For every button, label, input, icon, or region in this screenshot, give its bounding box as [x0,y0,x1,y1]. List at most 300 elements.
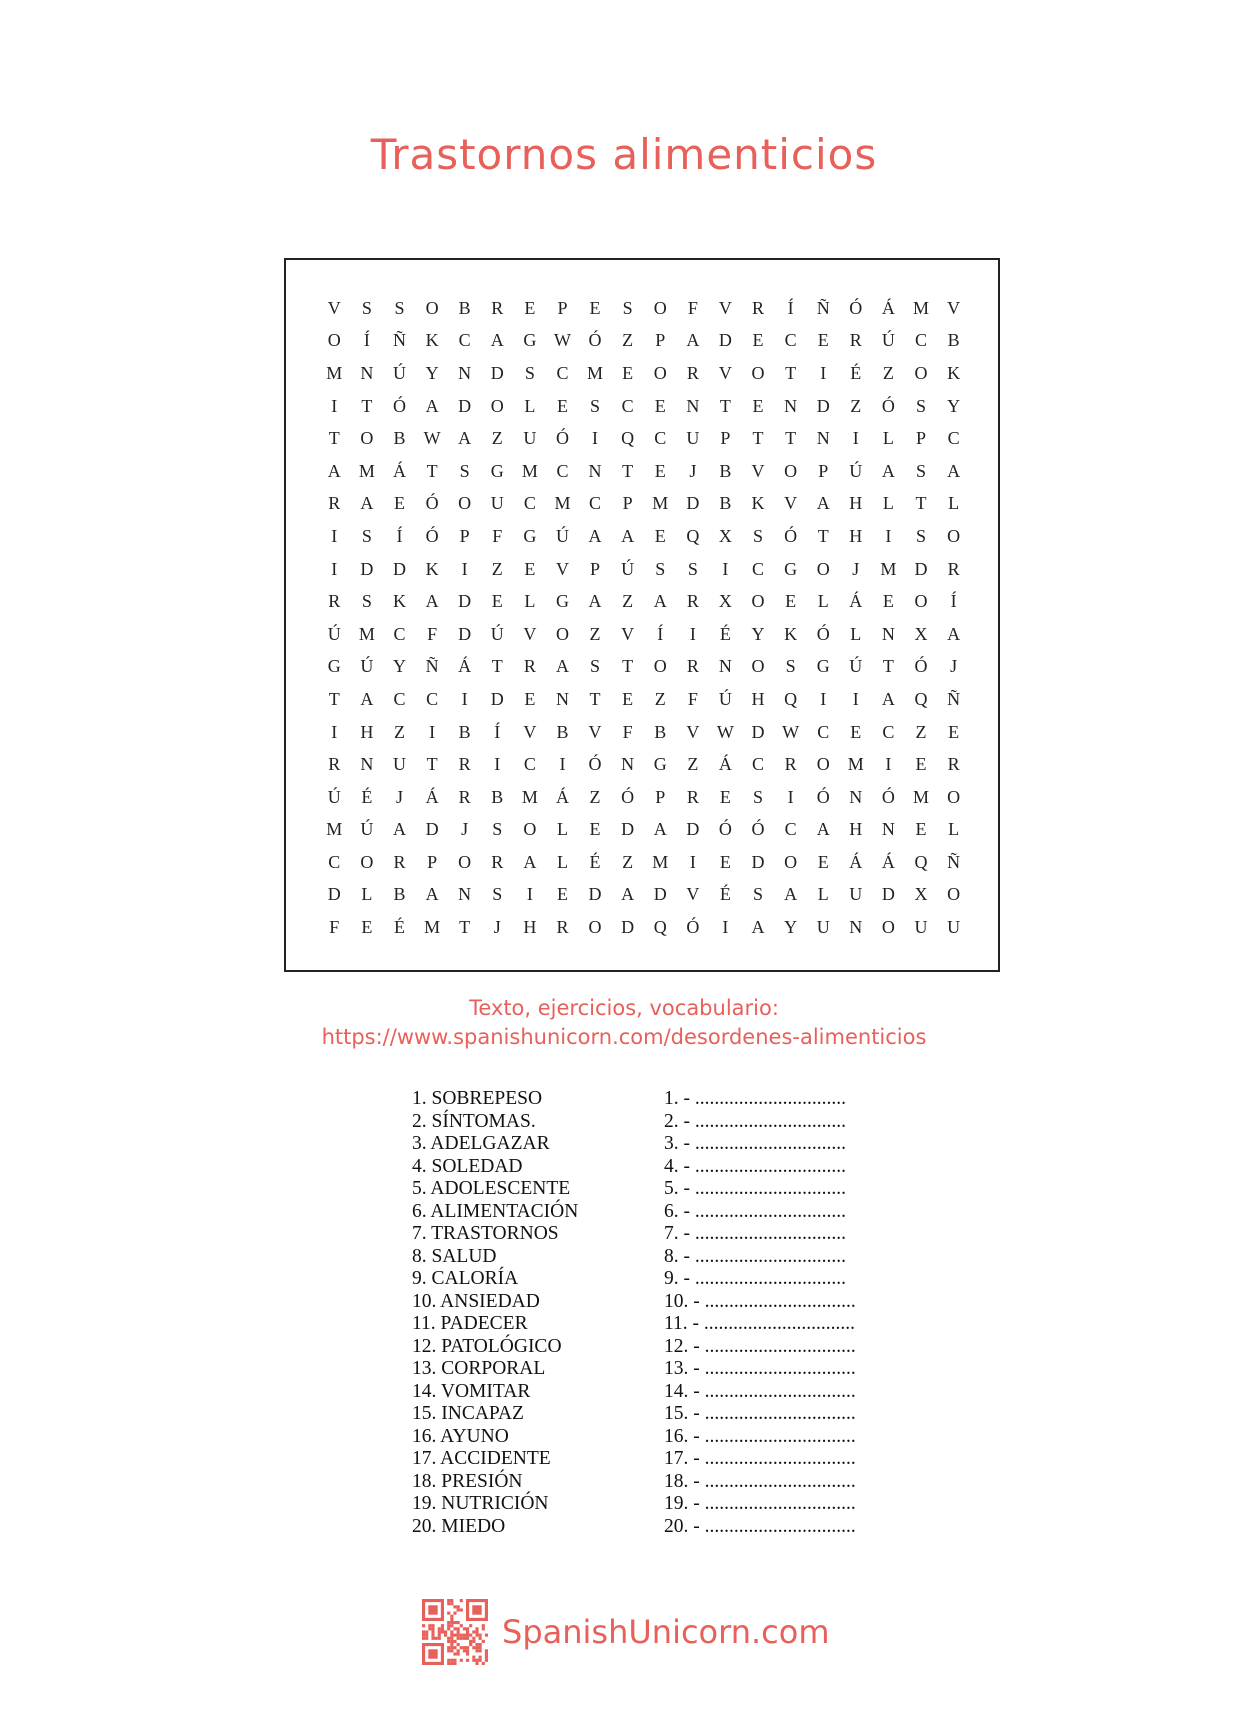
grid-letter: Z [882,362,894,383]
grid-letter: Ó [555,428,569,449]
grid-letter: Á [849,591,863,612]
grid-letter: Ó [849,297,863,318]
grid-letter: E [622,688,634,709]
grid-letter: I [722,917,729,938]
grid-letter: M [554,493,571,514]
grid-letter: F [492,525,503,546]
grid-letter: Í [494,721,501,742]
grid-letter: É [850,362,862,383]
grid-letter: V [947,297,961,318]
grid-letter: Á [849,851,863,872]
grid-letter: B [491,786,504,807]
grid-letter: T [361,395,373,416]
grid-letter: Z [393,721,405,742]
grid-letter: S [753,786,764,807]
grid-letter: E [589,819,601,840]
grid-letter: D [588,884,602,905]
grid-letter: N [849,786,863,807]
grid-letter: Z [589,786,601,807]
grid-letter: C [393,688,406,709]
answer-line: 10. - ............................... [664,1290,856,1312]
grid-letter: E [654,395,666,416]
grid-letter: E [719,851,731,872]
grid-letter: F [427,623,438,644]
grid-letter: É [589,851,601,872]
grid-letter: N [849,917,863,938]
grid-letter: W [553,330,571,351]
grid-letter: A [784,884,798,905]
grid-letter: B [719,460,732,481]
grid-letter: E [491,591,503,612]
grid-letter: T [719,395,731,416]
grid-letter: Í [363,330,370,351]
grid-letter: M [521,786,538,807]
grid-letter: C [817,721,830,742]
grid-letter: Ó [588,754,602,775]
grid-letter: B [393,884,406,905]
grid-letter: M [652,851,669,872]
grid-letter: Ñ [947,688,961,709]
grid-letter: Z [491,558,503,579]
grid-letter: H [849,819,863,840]
grid-letter: R [328,754,341,775]
answer-line: 13. - ............................... [664,1358,856,1379]
grid-letter: L [556,851,568,872]
grid-letter: O [653,656,667,677]
grid-letter: R [393,851,406,872]
grid-letter: P [818,460,829,481]
grid-letter: O [555,623,569,644]
grid-letter: Ó [686,917,700,938]
grid-letter: Á [718,754,732,775]
grid-letter: A [947,623,961,644]
grid-letter: Z [589,623,601,644]
grid-letter: E [524,297,536,318]
grid-letter: D [392,558,406,579]
grid-letter: T [752,428,764,449]
grid-letter: S [655,558,666,579]
grid-letter: D [425,819,439,840]
grid-letter: G [523,330,537,351]
grid-letter: C [882,721,895,742]
grid-letter: O [653,362,667,383]
grid-letter: B [393,428,406,449]
grid-letter: O [523,819,537,840]
grid-letter: R [784,754,797,775]
grid-letter: L [361,884,373,905]
answer-line: 19. - ............................... [664,1493,856,1514]
grid-letter: O [458,493,472,514]
grid-letter: I [494,754,501,775]
grid-letter: R [328,591,341,612]
grid-letter: Z [915,721,927,742]
grid-letter: D [458,623,472,644]
grid-letter: N [816,428,830,449]
grid-letter: O [360,851,374,872]
grid-letter: Ú [360,819,374,840]
grid-letter: O [490,395,504,416]
grid-letter: L [948,493,960,514]
word-list-item: 16. AYUNO [412,1425,509,1447]
grid-letter: S [459,460,470,481]
grid-letter: J [852,558,860,579]
grid-letter: Á [555,786,569,807]
grid-letter: É [361,786,373,807]
grid-letter: Q [686,525,700,546]
grid-letter: D [621,819,635,840]
grid-letter: E [524,558,536,579]
grid-letter: T [817,525,829,546]
grid-letter: U [490,493,504,514]
grid-letter: I [331,721,338,742]
grid-letter: P [590,558,601,579]
brand-link[interactable]: SpanishUnicorn.com [502,1613,830,1651]
grid-letter: Ú [849,460,863,481]
grid-letter: U [914,917,928,938]
grid-letter: A [653,819,667,840]
word-search-frame [284,258,1000,972]
word-list-item: 9. CALORÍA [412,1268,519,1289]
grid-letter: G [816,656,830,677]
grid-letter: B [719,493,732,514]
grid-letter: A [881,460,895,481]
grid-letter: D [621,917,635,938]
grid-letter: X [718,525,732,546]
grid-letter: T [882,656,894,677]
grid-letter: A [947,460,961,481]
grid-letter: N [686,395,700,416]
grid-letter: P [459,525,470,546]
grid-letter: Í [787,297,794,318]
grid-letter: M [326,362,343,383]
grid-letter: Ó [881,786,895,807]
grid-letter: E [556,884,568,905]
word-list-item: 20. MIEDO [412,1515,506,1537]
answer-line: 5. - ............................... [664,1178,846,1199]
grid-letter: T [589,688,601,709]
grid-letter: V [621,623,635,644]
grid-letter: S [394,297,405,318]
grid-letter: E [556,395,568,416]
grid-letter: Ñ [816,297,830,318]
grid-letter: H [751,688,765,709]
grid-letter: U [947,917,961,938]
grid-letter: D [490,362,504,383]
word-list-item: 1. SOBREPESO [412,1088,543,1109]
grid-letter: A [588,525,602,546]
grid-letter: I [461,558,468,579]
grid-letter: N [881,819,895,840]
answer-line: 4. - ............................... [664,1155,846,1177]
grid-letter: S [915,525,926,546]
grid-letter: E [524,688,536,709]
grid-letter: D [490,688,504,709]
grid-letter: E [589,297,601,318]
answer-line: 14. - ............................... [664,1380,856,1402]
grid-letter: R [556,917,569,938]
grid-letter: A [653,591,667,612]
word-list-item: 2. SÍNTOMAS. [412,1110,536,1132]
grid-letter: Ó [392,395,406,416]
grid-letter: G [653,754,667,775]
grid-letter: C [458,330,471,351]
grid-letter: Ú [360,656,374,677]
grid-letter: Z [687,754,699,775]
grid-letter: U [523,428,537,449]
grid-letter: L [850,623,862,644]
word-search-grid [318,292,962,944]
grid-letter: A [588,591,602,612]
grid-letter: S [785,656,796,677]
grid-letter: T [915,493,927,514]
word-list-item: 6. ALIMENTACIÓN [412,1200,579,1222]
grid-letter: A [392,819,406,840]
grid-letter: G [523,525,537,546]
grid-letter: R [328,493,341,514]
grid-letter: Q [621,428,635,449]
grid-letter: V [686,884,700,905]
grid-letter: C [784,819,797,840]
grid-letter: O [881,917,895,938]
grid-letter: B [458,721,471,742]
grid-letter: N [458,884,472,905]
grid-letter: T [426,754,438,775]
grid-letter: E [850,721,862,742]
grid-letter: C [523,754,536,775]
grid-letter: D [914,558,928,579]
grid-letter: U [816,917,830,938]
grid-letter: L [817,884,829,905]
grid-letter: Q [784,688,798,709]
grid-letter: T [622,656,634,677]
grid-letter: R [491,851,504,872]
grid-letter: Ó [718,819,732,840]
answer-line: 11. - ............................... [664,1313,856,1334]
grid-letter: N [555,688,569,709]
grid-letter: I [689,851,696,872]
grid-letter: A [621,884,635,905]
grid-letter: N [360,754,374,775]
grid-letter: P [720,428,731,449]
grid-letter: D [751,851,765,872]
grid-letter: W [716,721,734,742]
answer-line: 6. - ............................... [664,1200,846,1222]
grid-letter: T [622,460,634,481]
grid-letter: D [458,395,472,416]
grid-letter: G [555,591,569,612]
grid-letter: C [654,428,667,449]
grid-letter: Í [657,623,664,644]
grid-letter: L [556,819,568,840]
grid-letter: L [524,591,536,612]
grid-letter: V [523,623,537,644]
grid-letter: V [784,493,798,514]
grid-letter: E [654,525,666,546]
grid-letter: N [588,460,602,481]
grid-letter: O [751,362,765,383]
grid-letter: D [458,591,472,612]
grid-letter: E [622,362,634,383]
footer [422,1598,830,1666]
grid-letter: H [849,493,863,514]
grid-letter: Ó [881,395,895,416]
grid-letter: I [331,525,338,546]
grid-letter: M [912,297,929,318]
grid-letter: E [817,330,829,351]
grid-letter: A [751,917,765,938]
page-title: Trastornos alimenticios [370,130,878,179]
grid-letter: C [784,330,797,351]
grid-letter: A [816,493,830,514]
answer-line: 20. - ............................... [664,1515,856,1537]
grid-letter: C [556,362,569,383]
grid-letter: E [882,591,894,612]
grid-letter: O [360,428,374,449]
grid-letter: H [849,525,863,546]
grid-letter: D [686,819,700,840]
grid-letter: C [393,623,406,644]
grid-letter: J [461,819,469,840]
grid-letter: F [329,917,340,938]
answer-line: 17. - ............................... [664,1448,856,1469]
grid-letter: R [686,656,699,677]
grid-letter: P [427,851,438,872]
grid-letter: C [523,493,536,514]
grid-letter: S [590,395,601,416]
grid-letter: Ñ [425,656,439,677]
grid-letter: S [687,558,698,579]
word-list-item: 15. INCAPAZ [412,1403,524,1424]
grid-letter: D [327,884,341,905]
grid-letter: Y [425,362,439,383]
grid-letter: Ñ [392,330,406,351]
grid-letter: M [587,362,604,383]
grid-letter: F [687,688,698,709]
grid-letter: I [331,558,338,579]
grid-letter: I [689,623,696,644]
grid-letter: A [523,851,537,872]
grid-letter: Q [653,917,667,938]
grid-letter: B [654,721,667,742]
grid-letter: I [526,884,533,905]
grid-letter: E [817,851,829,872]
grid-letter: N [621,754,635,775]
grid-letter: W [423,428,441,449]
grid-letter: T [785,428,797,449]
word-list-item: 19. NUTRICIÓN [412,1493,549,1514]
grid-letter: A [816,819,830,840]
grid-letter: Ú [327,786,341,807]
grid-letter: T [491,656,503,677]
grid-letter: R [686,362,699,383]
grid-letter: K [947,362,961,383]
grid-letter: U [686,428,700,449]
grid-letter: K [425,558,439,579]
grid-letter: Ú [327,623,341,644]
grid-letter: A [458,428,472,449]
grid-letter: Z [622,591,634,612]
grid-letter: C [752,558,765,579]
grid-letter: O [653,297,667,318]
grid-letter: S [361,525,372,546]
answer-line: 9. - ............................... [664,1268,846,1289]
grid-letter: Z [622,330,634,351]
grid-letter: A [555,656,569,677]
word-list-item: 5. ADOLESCENTE [412,1178,571,1199]
grid-letter: É [393,917,405,938]
grid-letter: S [492,819,503,840]
grid-letter: I [461,688,468,709]
grid-letter: M [847,754,864,775]
grid-letter: S [753,884,764,905]
grid-letter: B [556,721,569,742]
grid-letter: D [816,395,830,416]
answer-line: 12. - ............................... [664,1335,856,1357]
grid-letter: O [784,851,798,872]
grid-letter: Ú [392,362,406,383]
grid-letter: D [686,493,700,514]
source-link[interactable]: https://www.spanishunicorn.com/desordenes-alimenticios [321,1025,927,1049]
source-text [0,994,1248,1052]
grid-letter: I [820,362,827,383]
grid-letter: J [395,786,403,807]
grid-letter: M [652,493,669,514]
grid-letter: I [559,754,566,775]
grid-letter: R [458,754,471,775]
grid-letter: E [948,721,960,742]
qr-code-icon [422,1599,488,1665]
grid-letter: Ó [784,525,798,546]
grid-letter: V [686,721,700,742]
grid-letter: Ó [425,493,439,514]
grid-letter: Z [654,688,666,709]
grid-letter: E [654,460,666,481]
grid-letter: T [328,428,340,449]
grid-letter: I [885,754,892,775]
grid-letter: F [622,721,633,742]
grid-letter: T [426,460,438,481]
grid-letter: Ú [555,525,569,546]
grid-letter: Z [850,395,862,416]
grid-letter: L [882,493,894,514]
grid-letter: Y [947,395,961,416]
grid-letter: M [358,460,375,481]
grid-letter: S [361,591,372,612]
answer-line: 18. - ............................... [664,1470,856,1492]
grid-letter: W [782,721,800,742]
grid-letter: R [947,754,960,775]
grid-letter: A [360,688,374,709]
answer-list [664,1088,884,1538]
grid-letter: R [523,656,536,677]
word-list-item: 10. ANSIEDAD [412,1290,540,1312]
grid-letter: A [490,330,504,351]
grid-letter: D [360,558,374,579]
grid-letter: L [882,428,894,449]
grid-letter: S [915,460,926,481]
grid-letter: N [458,362,472,383]
grid-letter: O [914,362,928,383]
answer-line: 16. - ............................... [664,1425,856,1447]
grid-letter: A [686,330,700,351]
grid-letter: F [687,297,698,318]
grid-letter: V [751,460,765,481]
grid-letter: I [592,428,599,449]
grid-letter: Í [396,525,403,546]
grid-letter: U [392,754,406,775]
grid-letter: Ñ [947,851,961,872]
grid-letter: Á [458,656,472,677]
